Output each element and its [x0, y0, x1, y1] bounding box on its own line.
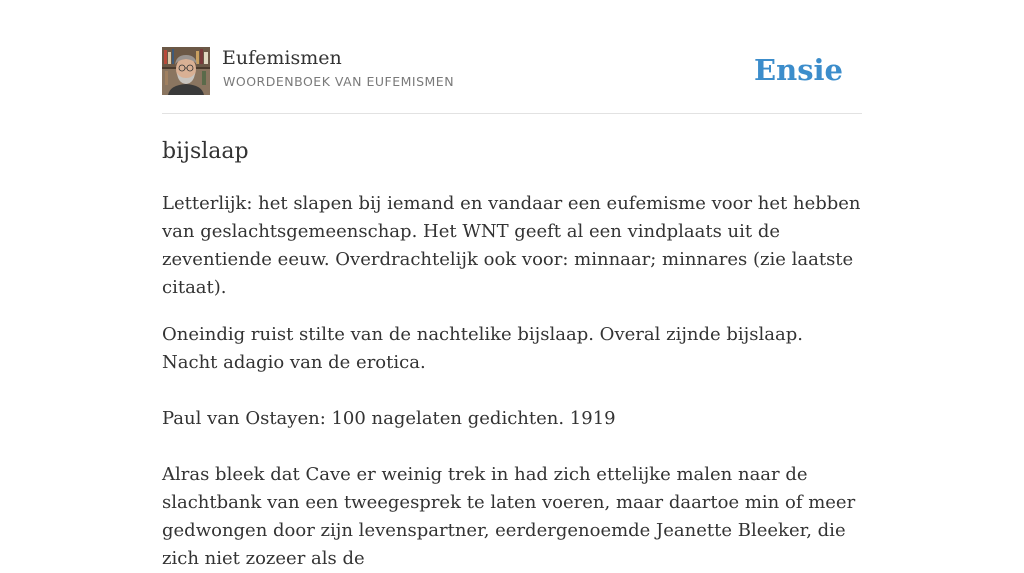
avatar-image [162, 47, 210, 95]
site-header [162, 0, 862, 114]
quotes [162, 321, 862, 573]
entry-title: bijslaap [162, 139, 249, 164]
brand-logo[interactable]: Ensie [754, 53, 843, 87]
quote-source: Paul van Ostayen: 100 nagelaten gedichten. 1919 [162, 408, 616, 429]
quote-text: Oneindig ruist stilte van de nachtelike bijslaap. Overal zijnde bijslaap. Nacht adagio van de erotica. [162, 324, 803, 373]
page [162, 0, 862, 569]
site-title[interactable]: Eufemismen [222, 47, 342, 69]
quote-text: Alras bleek dat Cave er weinig trek in had zich ettelijke malen naar de slachtbank van een tweegesprek te laten voeren, maar daartoe min of meer gedwongen door zijn levenspartner, eerdergenoemde Jeanette Bleeker, die zich niet zozeer als de [162, 464, 856, 569]
site-subtitle[interactable]: WOORDENBOEK VAN EUFEMISMEN [223, 74, 455, 89]
quote-spacer [162, 377, 862, 405]
quote-spacer [162, 433, 862, 461]
avatar[interactable] [162, 47, 210, 95]
entry-content [162, 190, 862, 573]
entry-definition: Letterlijk: het slapen bij iemand en vandaar een eufemisme voor het hebben van geslachtsgemeenschap. Het WNT geeft al een vindplaats uit de zeventiende eeuw. Overdrachtelijk ook voor: minnaar; minnares (zie laatste citaat). [162, 193, 861, 298]
